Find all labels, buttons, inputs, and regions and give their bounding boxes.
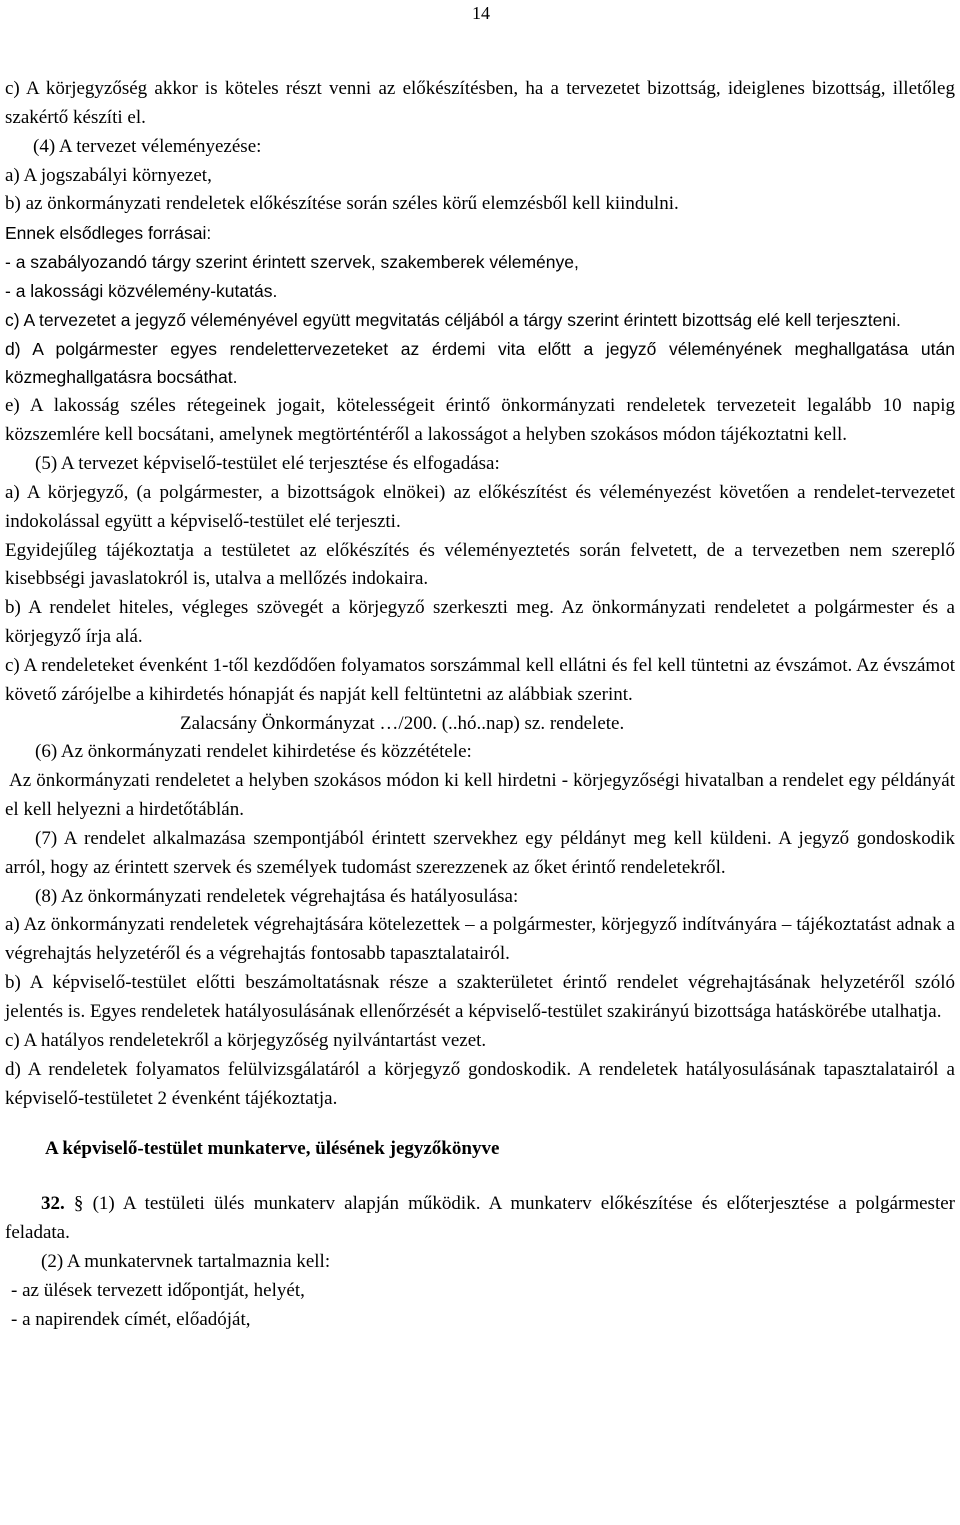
- paragraph: d) A polgármester egyes rendelettervezeteket az érdemi vita előtt a jegyző véleményének meghallgatása után közmeghallgatásra bocsáthat.: [5, 338, 955, 388]
- paragraph: c) A tervezetet a jegyző véleményével együtt megvitatás céljából a tárgy szerint érintett bizottság elé kell terjeszteni.: [5, 309, 901, 330]
- document-body: [5, 75, 955, 1334]
- paragraph: (5) A tervezet képviselő-testület elé terjesztése és elfogadása:: [35, 452, 500, 474]
- paragraph: Az önkormányzati rendeletet a helyben szokásos módon ki kell hirdetni - körjegyzőségi hivatalban a rendelet egy példányát el kell helyezni a hirdetőtáblán.: [5, 770, 955, 821]
- list-item: - a szabályozandó tárgy szerint érintett szervek, szakemberek véleménye,: [5, 252, 579, 273]
- paragraph: (8) Az önkormányzati rendeletek végrehajtása és hatályosulása:: [35, 885, 519, 907]
- paragraph: a) A jogszabályi környezet,: [5, 164, 212, 186]
- paragraph: Egyidejűleg tájékoztatja a testületet az előkészítés és véleményeztetés során felvetett, de a tervezetben nem szereplő kisebbségi javaslatokról is, utalva a mellőzés indokaira.: [5, 539, 955, 590]
- paragraph: (2) A munkatervnek tartalmaznia kell:: [41, 1250, 331, 1272]
- section-heading: A képviselő-testület munkaterve, ülésének jegyzőkönyve: [45, 1138, 500, 1160]
- paragraph-number: 32.: [41, 1193, 65, 1215]
- paragraph: a) Az önkormányzati rendeletek végrehajtására kötelezettek – a polgármester, körjegyző indítványára – tájékoztatást adnak a végrehajtás helyzetéről és a végrehajtás fontosabb tapasztalatairól.: [5, 914, 955, 965]
- page-number: 14: [472, 3, 490, 23]
- paragraph: c) A körjegyzőség akkor is köteles részt venni az előkészítésben, ha a tervezetet bizottság, ideiglenes bizottság, illetőleg szakértő készíti el.: [5, 78, 955, 128]
- paragraph-text: § (1) A testületi ülés munkaterv alapján működik. A munkaterv előkészítése és előterjesztése a polgármester feladata.: [5, 1193, 955, 1244]
- paragraph: Zalacsány Önkormányzat …/200. (..hó..nap) sz. rendelete.: [180, 712, 625, 734]
- paragraph: d) A rendeletek folyamatos felülvizsgálatáról a körjegyző gondoskodik. A rendeletek hatályosulásának tapasztalatairól a képviselő-testületet 2 évenként tájékoztatja.: [5, 1058, 955, 1109]
- paragraph: (7) A rendelet alkalmazása szempontjából érintett szervekhez egy példányt meg kell küldeni. A jegyző gondoskodik arról, hogy az érintett szervek és személyek tudomást szerezzenek az őket érintő rendeletekről.: [5, 827, 955, 878]
- paragraph: a) A körjegyző, (a polgármester, a bizottságok elnökei) az előkészítést és véleményezést követően a rendelet-tervezetet indokolással együtt a képviselő-testület elé terjeszti.: [5, 481, 955, 532]
- paragraph: c) A rendeleteket évenként 1-től kezdődően folyamatos sorszámmal kell ellátni és fel kell tüntetni az évszámot. Az évszámot követő zárójelbe a kihirdetés hónapját és napját kell feltüntetni az alábbiak szerint.: [5, 654, 955, 705]
- paragraph: e) A lakosság széles rétegeinek jogait, kötelességeit érintő önkormányzati rendeletek tervezeteit legalább 10 napig közszemlére kell bocsátani, amelynek megtörténtéről a lakosságot a helyben szokásos módon tájékoztatni kell.: [5, 395, 955, 446]
- list-item: - a lakossági közvélemény-kutatás.: [5, 280, 278, 301]
- paragraph-32: [5, 1190, 955, 1248]
- paragraph: b) A rendelet hiteles, végleges szövegét a körjegyző szerkeszti meg. Az önkormányzati rendeletet a polgármester és a körjegyző írja alá.: [5, 597, 955, 648]
- paragraph: (4) A tervezet véleményezése:: [33, 135, 262, 157]
- paragraph: c) A hatályos rendeletekről a körjegyzőség nyilvántartást vezet.: [5, 1029, 487, 1051]
- paragraph: Ennek elsődleges forrásai:: [5, 223, 212, 244]
- list-item: - az ülések tervezett időpontját, helyét,: [11, 1279, 305, 1301]
- list-item: - a napirendek címét, előadóját,: [11, 1308, 251, 1330]
- paragraph: (6) Az önkormányzati rendelet kihirdetése és közzététele:: [35, 741, 472, 763]
- paragraph: b) az önkormányzati rendeletek előkészítése során széles körű elemzésből kell kiindulni.: [5, 193, 679, 215]
- paragraph: b) A képviselő-testület előtti beszámoltatásnak része a szakterületet érintő rendelet végrehajtásának helyzetéről szóló jelentés is. Egyes rendeletek hatályosulásának ellenőrzését a képviselő-testület szakirányú bizottsága hatáskörébe utalhatja.: [5, 972, 955, 1022]
